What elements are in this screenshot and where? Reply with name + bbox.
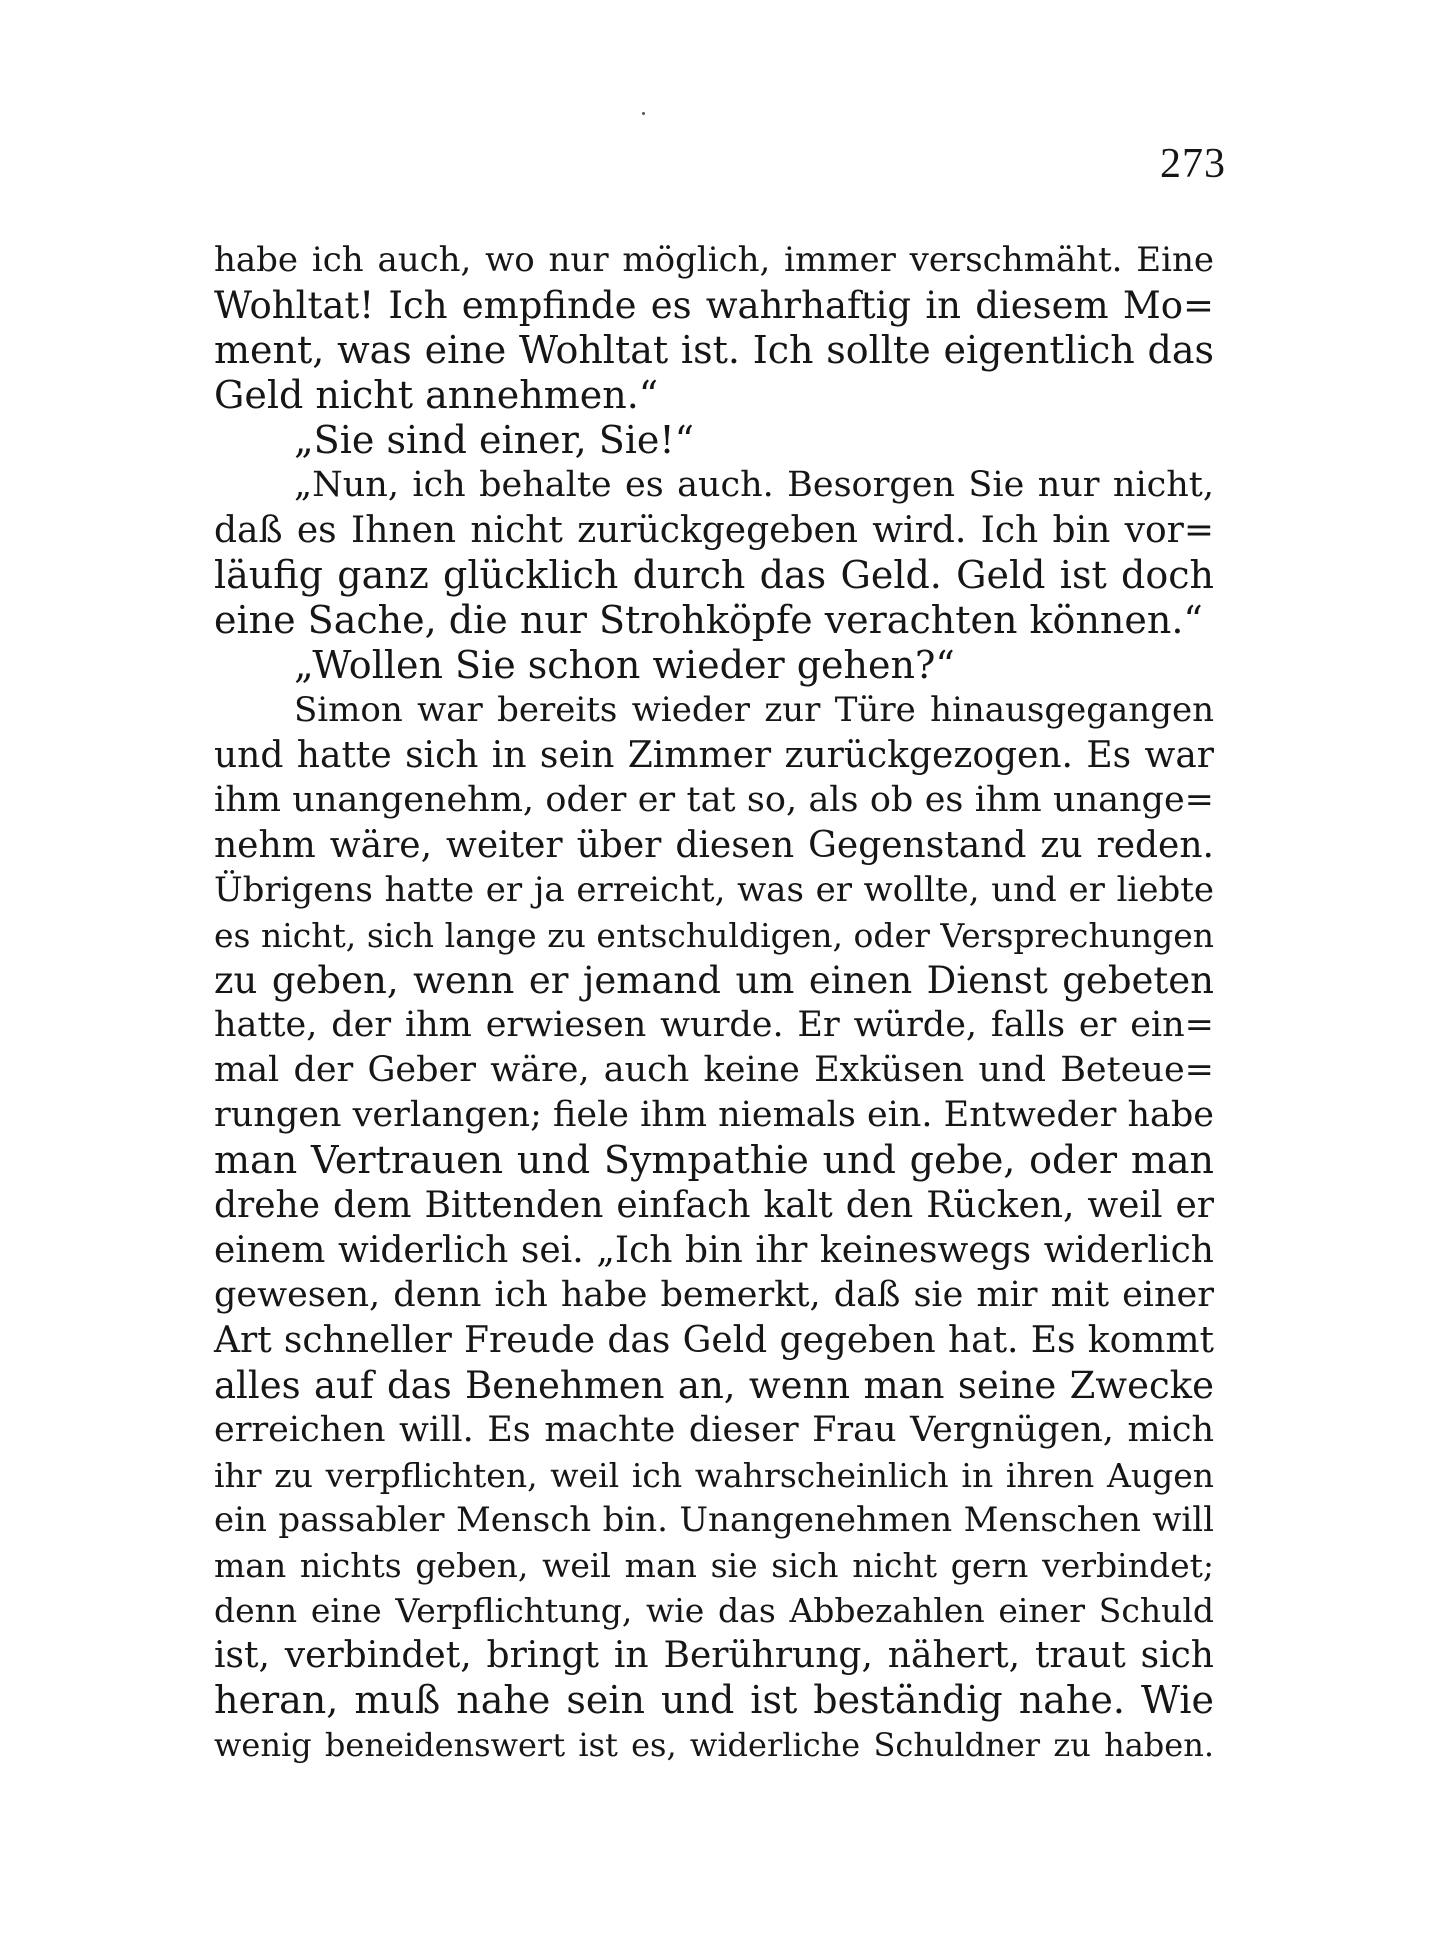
text-line: zu geben, wenn er jemand um einen Dienst gebeten (214, 959, 1214, 1002)
text-line: mal der Geber wäre, auch keine Exküsen und Beteue= (214, 1050, 1214, 1090)
text-line: habe ich auch, wo nur möglich, immer verschmäht. Eine (214, 240, 1214, 280)
text-line: „Sie sind einer, Sie!“ (294, 418, 695, 462)
text-line: ihr zu verpflichten, weil ich wahrscheinlich in ihren Augen (214, 1456, 1214, 1495)
text-line: daß es Ihnen nicht zurückgegeben wird. Ich bin vor= (214, 510, 1214, 551)
text-line: ment, was eine Wohltat ist. Ich sollte eigentlich das (214, 328, 1214, 372)
text-line: rungen verlangen; fiele ihm niemals ein. Entweder habe (214, 1095, 1214, 1135)
text-line: ist, verbindet, bringt in Berührung, nähert, traut sich (214, 1635, 1214, 1676)
text-line: Simon war bereits wieder zur Türe hinausgegangen (294, 690, 1214, 730)
text-line: Wohltat! Ich empfinde es wahrhaftig in diesem Mo= (214, 284, 1214, 327)
text-line: drehe dem Bittenden einfach kalt den Rücken, weil er (214, 1185, 1214, 1226)
text-line: heran, muß nahe sein und ist beständig nahe. Wie (214, 1678, 1214, 1722)
text-line: ein passabler Mensch bin. Unangenehmen Menschen will (214, 1500, 1214, 1540)
text-line: einem widerlich sei. „Ich bin ihr keineswegs widerlich (214, 1230, 1214, 1271)
text-line: hatte, der ihm erwiesen wurde. Er würde, falls er ein= (214, 1005, 1214, 1045)
text-line: wenig beneidenswert ist es, widerliche Schuldner zu haben. (214, 1726, 1214, 1764)
text-line: gewesen, denn ich habe bemerkt, daß sie mir mit einer (214, 1275, 1214, 1315)
print-speck (642, 112, 645, 115)
text-line: läufig ganz glücklich durch das Geld. Geld ist doch (214, 553, 1214, 597)
text-line: nehm wäre, weiter über diesen Gegenstand zu reden. (214, 825, 1214, 866)
page-number: 273 (1160, 141, 1226, 187)
text-line: Art schneller Freude das Geld gegeben hat. Es kommt (214, 1320, 1214, 1361)
text-line: „Wollen Sie schon wieder gehen?“ (294, 643, 955, 687)
text-line: eine Sache, die nur Strohköpfe verachten können.“ (214, 598, 1203, 642)
text-line: alles auf das Benehmen an, wenn man seine Zwecke (214, 1364, 1214, 1407)
text-line: Geld nicht annehmen.“ (214, 373, 659, 417)
text-line: ihm unangenehm, oder er tat so, als ob es ihm unange= (214, 780, 1214, 820)
text-line: man Vertrauen und Sympathie und gebe, oder man (214, 1138, 1214, 1182)
text-line: es nicht, sich lange zu entschuldigen, oder Versprechungen (214, 916, 1214, 955)
text-line: denn eine Verpflichtung, wie das Abbezahlen einer Schuld (214, 1591, 1214, 1630)
text-line: und hatte sich in sein Zimmer zurückgezogen. Es war (214, 735, 1214, 776)
text-line: „Nun, ich behalte es auch. Besorgen Sie nur nicht, (294, 465, 1214, 505)
text-line: Übrigens hatte er ja erreicht, was er wollte, und er liebte (214, 870, 1214, 910)
text-line: man nichts geben, weil man sie sich nicht gern verbindet; (214, 1546, 1214, 1585)
body-text (214, 238, 1214, 1768)
text-line: erreichen will. Es machte dieser Frau Vergnügen, mich (214, 1410, 1214, 1450)
